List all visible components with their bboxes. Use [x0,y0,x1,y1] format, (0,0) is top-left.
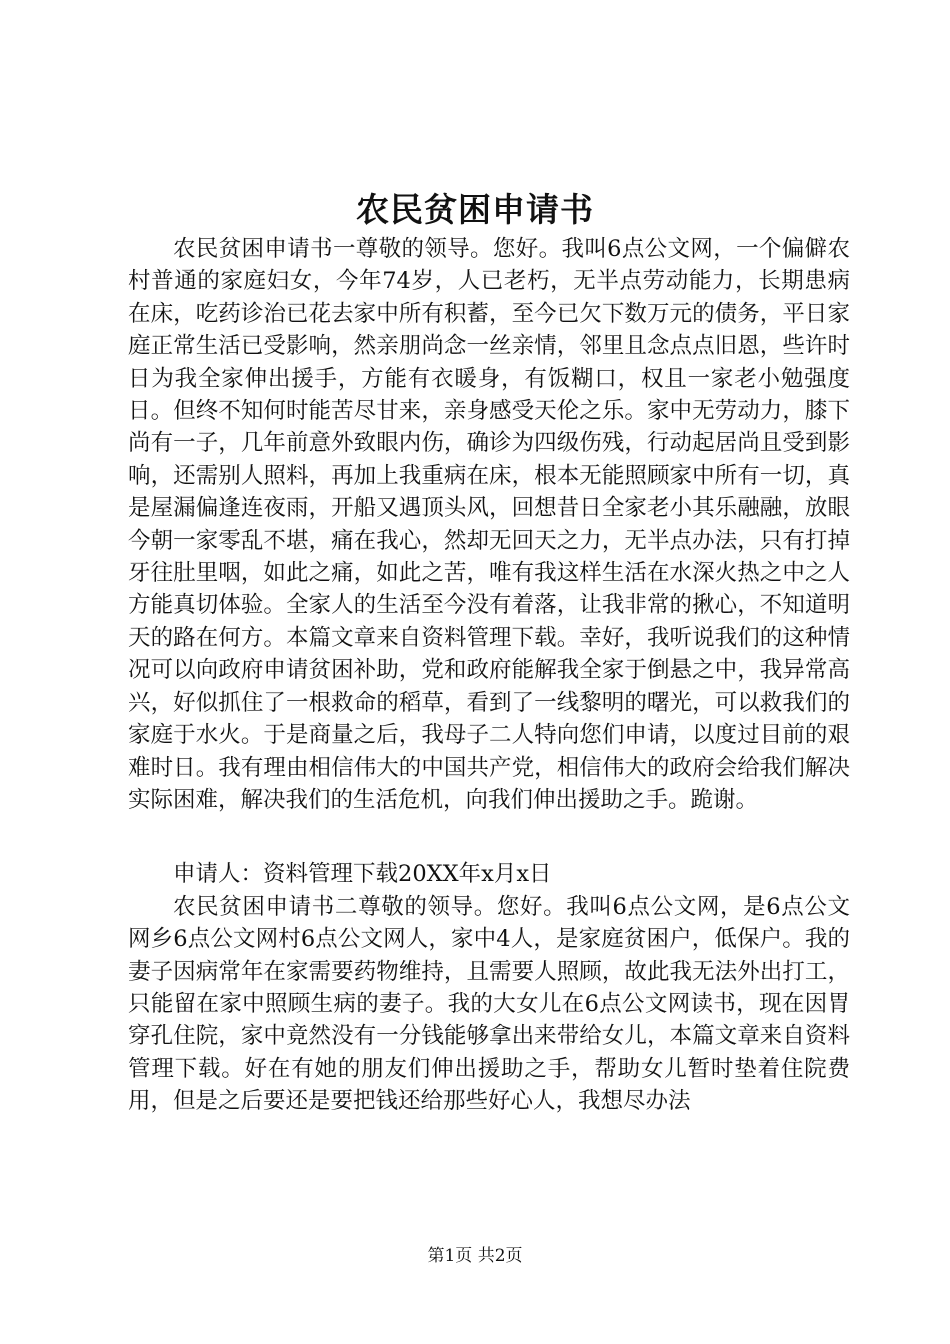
paragraph-application-two: 农民贫困申请书二尊敬的领导。您好。我叫6点公文网，是6点公文网乡6点公文网村6点公文网人，家中4人，是家庭贫困户，低保户。我的妻子因病常年在家需要药物维持，且需要人照顾，故此我无法外出打工，只能留在家中照顾生病的妻子。我的大女儿在6点公文网读书，现在因胃穿孔住院，家中竟然没有一分钱能够拿出来带给女儿，本篇文章来自资料管理下载。好在有她的朋友们伸出援助之手，帮助女儿暂时垫着住院费用，但是之后要还是要把钱还给那些好心人，我想尽办法 [128,893,850,1115]
paragraph-application-one: 农民贫困申请书一尊敬的领导。您好。我叫6点公文网，一个偏僻农村普通的家庭妇女，今年74岁，人已老朽，无半点劳动能力，长期患病在床，吃药诊治已花去家中所有积蓄，至今已欠下数万元的债务，平日家庭正常生活已受影响，然亲朋尚念一丝亲情，邻里且念点点旧恩，些许时日为我全家伸出援手，方能有衣暖身，有饭糊口，权且一家老小勉强度日。但终不知何时能苦尽甘来，亲身感受天伦之乐。家中无劳动力，膝下尚有一子，几年前意外致眼内伤，确诊为四级伤残，行动起居尚且受到影响，还需别人照料，再加上我重病在床，根本无能照顾家中所有一切，真是屋漏偏逢连夜雨，开船又遇顶头风，回想昔日全家老小其乐融融，放眼今朝一家零乱不堪，痛在我心，然却无回天之力，无半点办法，只有打掉牙往肚里咽，如此之痛，如此之苦，唯有我这样生活在水深火热之中之人方能真切体验。全家人的生活至今没有着落，让我非常的揪心，不知道明天的路在何方。本篇文章来自资料管理下载。幸好，我听说我们的这种情况可以向政府申请贫困补助，党和政府能解我全家于倒悬之中，我异常高兴，好似抓住了一根救命的稻草，看到了一线黎明的曙光，可以救我们的家庭于水火。于是商量之后，我母子二人特向您们申请，以度过目前的艰难时日。我有理由相信伟大的中国共产党，相信伟大的政府会给我们解决实际困难，解决我们的生活危机，向我们伸出援助之手。跪谢。 [128,236,850,813]
signature-line: 申请人：资料管理下载20XX年x月x日 [173,861,552,888]
document-title: 农民贫困申请书 [356,190,594,229]
page-footer: 第1页 共2页 [427,1246,523,1266]
document-body [128,233,850,1118]
